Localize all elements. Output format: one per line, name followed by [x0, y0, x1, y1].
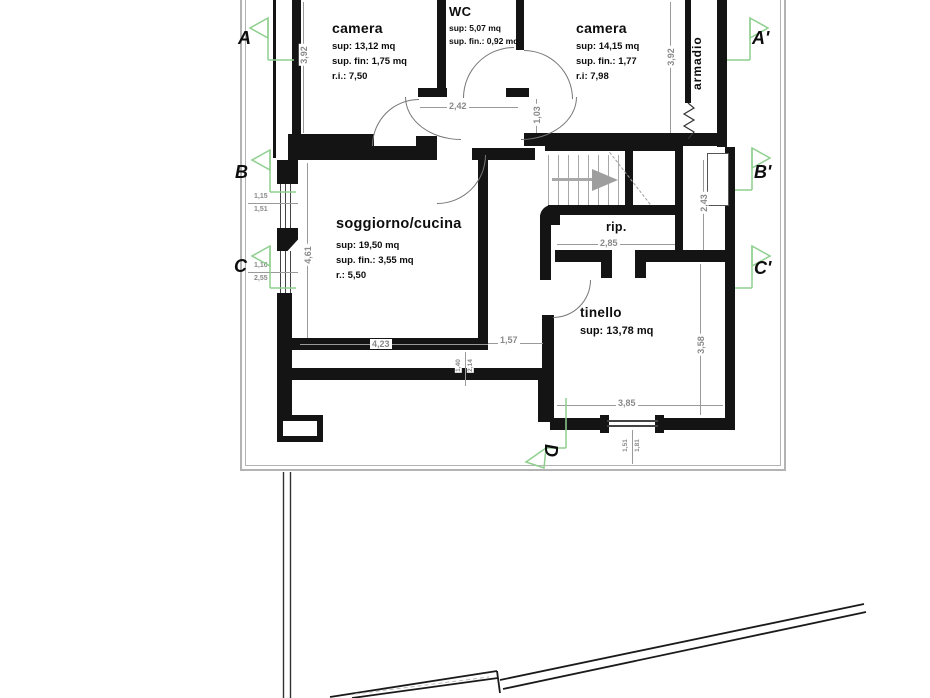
room-title-camera-right: camera	[576, 20, 627, 36]
room-title-wc: WC	[449, 4, 472, 19]
dim-label: 1,40	[454, 359, 462, 372]
dim-label: 2,42	[449, 101, 467, 111]
dim-label: 3,58	[695, 336, 706, 354]
room-area-line: sup. fin.: 3,55 mq	[336, 255, 414, 266]
room-area-line: sup. fin: 1,75 mq	[332, 56, 407, 67]
dim-label: 1,15	[254, 193, 268, 200]
dim-label: 3,85	[618, 398, 636, 408]
room-area-line: sup: 13,78 mq	[580, 325, 654, 337]
room-title-tinello: tinello	[580, 305, 622, 320]
room-area-line: sup: 5,07 mq	[449, 23, 501, 33]
section-marker-a: A	[238, 28, 251, 48]
dim-label: 1,10	[254, 262, 268, 269]
dim-label: 4,61	[302, 246, 313, 264]
room-title-soggiorno: soggiorno/cucina	[336, 216, 462, 232]
dim-label: 2,85	[600, 238, 618, 248]
section-marker-b-prime: B'	[754, 162, 772, 182]
dim-label: 2,43	[698, 194, 709, 212]
room-area-line: r.i.: 7,50	[332, 71, 368, 82]
dim-label: 3,92	[298, 46, 309, 64]
room-area-line: sup. fin.: 0,92 mq	[449, 36, 519, 46]
room-area-line: sup: 13,12 mq	[332, 41, 396, 52]
room-area-line: r.i: 7,98	[576, 71, 609, 82]
dim-label: 2,55	[254, 275, 268, 282]
dim-label: 2,14	[466, 359, 474, 372]
room-title-rip: rip.	[606, 220, 627, 234]
dim-label: 3,92	[665, 48, 676, 66]
dim-label: 1,81	[633, 439, 641, 452]
room-title-armadio: armadio	[690, 36, 704, 90]
section-marker-b: B	[235, 162, 248, 182]
section-marker-a-prime: A'	[752, 28, 770, 48]
room-area-line: sup: 14,15 mq	[576, 41, 640, 52]
room-area-line: r.: 5,50	[336, 270, 367, 281]
dim-label: 1,03	[531, 106, 542, 124]
dim-label: 4,23	[372, 339, 390, 349]
dim-label: 1,51	[254, 206, 268, 213]
room-area-line: sup. fin.: 1,77	[576, 56, 637, 67]
room-title-camera-left: camera	[332, 20, 383, 36]
section-marker-d: D	[541, 444, 561, 457]
dim-label: 1,57	[500, 335, 518, 345]
section-marker-c-prime: C'	[754, 258, 772, 278]
room-area-line: sup: 19,50 mq	[336, 240, 400, 251]
dim-label: 1,51	[621, 439, 629, 452]
section-marker-c: C	[234, 256, 247, 276]
